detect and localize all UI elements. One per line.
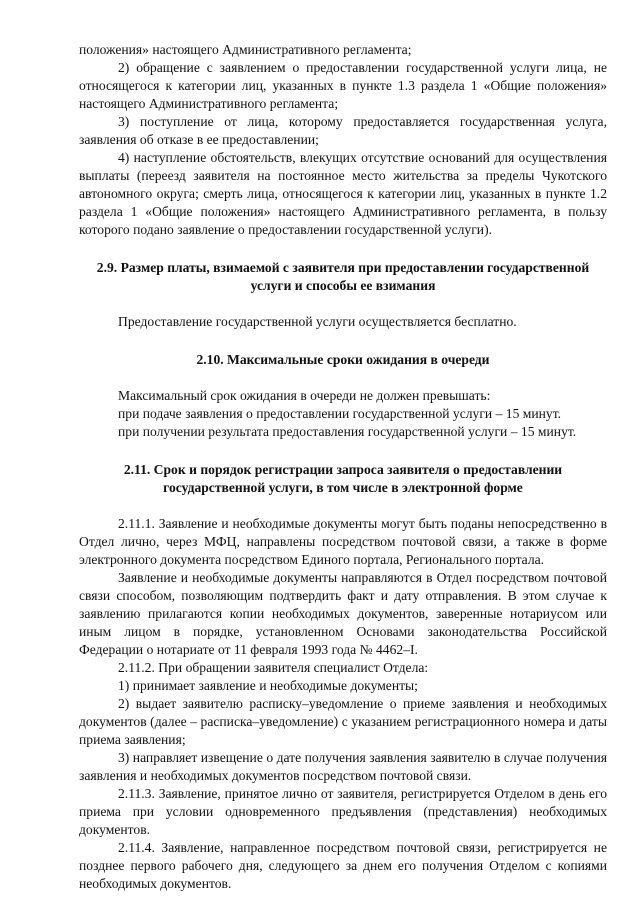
- spacer: [79, 295, 607, 313]
- section-prev-continuation: [79, 41, 607, 239]
- section-heading-2-10: 2.10. Максимальные сроки ожидания в очереди: [196, 352, 490, 367]
- spacer: [79, 331, 607, 351]
- section-heading-2-9: 2.9. Размер платы, взимаемой с заявителя при предоставлении государственной услуги и способы ее взимания: [96, 260, 590, 293]
- section-2-9: [79, 259, 607, 331]
- paragraph-2-11-1: 2.11.1. Заявление и необходимые документы могут быть поданы непосредственно в Отдел лично, через МФЦ, направлены посредством почтовой связи, а также в форме электронного документа посредством Единого портала, Регионального портала.: [79, 516, 607, 567]
- section-2-11: [79, 461, 607, 893]
- list-item-notice: 3) направляет извещение о дате получения заявления заявителю в случае получения заявления и необходимых документов посредством почтовой связи.: [79, 750, 607, 783]
- list-item-receipt: 2) выдает заявителю расписку–уведомление о приеме заявления и необходимых документов (далее – расписка–уведомление) с указанием регистрационного номера и даты приема заявления;: [79, 696, 607, 747]
- spacer: [79, 239, 607, 259]
- spacer: [79, 369, 607, 387]
- section-2-10: [79, 351, 607, 441]
- paragraph-wait-intro: Максимальный срок ожидания в очереди не должен превышать:: [118, 388, 491, 403]
- paragraph-2-11-3: 2.11.3. Заявление, принятое лично от заявителя, регистрируется Отделом в день его приема при условии одновременного предъявления (представления) необходимых документов.: [79, 786, 607, 837]
- paragraph-continuation: положения» настоящего Административного регламента;: [79, 42, 412, 57]
- list-item-2: 2) обращение с заявлением о предоставлении государственной услуги лица, не относящегося к категории лиц, указанных в пункте 1.3 раздела 1 «Общие положения» настоящего Административного регламента;: [79, 60, 607, 111]
- paragraph-wait-receive: при получении результата предоставления государственной услуги – 15 минут.: [118, 424, 577, 439]
- spacer: [79, 497, 607, 515]
- paragraph-wait-submit: при подаче заявления о предоставлении государственной услуги – 15 минут.: [118, 406, 562, 421]
- spacer: [79, 441, 607, 461]
- paragraph-2-11-4: 2.11.4. Заявление, направленное посредством почтовой связи, регистрируется не позднее первого рабочего дня, следующего за днем его получения Отделом с копиями необходимых документов.: [79, 840, 607, 891]
- paragraph-fee: Предоставление государственной услуги осуществляется бесплатно.: [118, 314, 517, 329]
- section-heading-2-11: 2.11. Срок и порядок регистрации запроса заявителя о предоставлении государственной услуги, в том числе в электронной форме: [123, 462, 563, 495]
- list-item-accept: 1) принимает заявление и необходимые документы;: [118, 678, 418, 693]
- list-item-3: 3) поступление от лица, которому предоставляется государственная услуга, заявления об отказе в ее предоставлении;: [79, 114, 607, 147]
- paragraph-mail-submission: Заявление и необходимые документы направляются в Отдел посредством почтовой связи способом, позволяющим подтвердить факт и дату отправления. В этом случае к заявлению прилагаются копии необходимых документов, заверенные нотариусом или иным лицом в порядке, установленном Основами законодательства Российской Федерации о нотариате от 11 февраля 1993 года № 4462–I.: [79, 570, 607, 657]
- paragraph-2-11-2: 2.11.2. При обращении заявителя специалист Отдела:: [118, 660, 429, 675]
- list-item-4: 4) наступление обстоятельств, влекущих отсутствие оснований для осуществления выплаты (переезд заявителя на постоянное место жительства за пределы Чукотского автономного округа; смерть лица, относящегося к категории лиц, указанных в пункте 1.2 раздела 1 «Общие положения» настоящего Административного регламента, в пользу которого подано заявление о предоставлении государственной услуги).: [79, 150, 607, 237]
